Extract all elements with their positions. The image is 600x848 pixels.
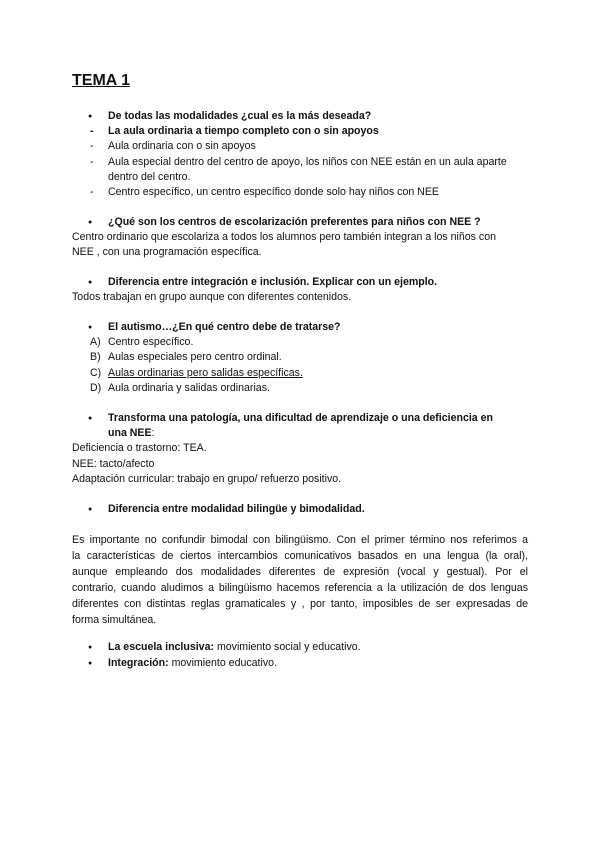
- paragraph-line-4: contrario, cuando aludimos a bilingüismo hacemos referencia a la utilización de dos lenguas: [72, 582, 528, 594]
- dash-item-2-text: Aula ordinaria con o sin apoyos: [108, 140, 256, 152]
- paragraph-line-5: diferentes con distintas reglas gramaticales y , por tanto, imposibles de ser expresadas de: [72, 598, 528, 610]
- paragraph-line-3: aunque empleando dos modalidades diferentes de expresión (vocal y gestual). Por el: [72, 566, 528, 578]
- answer-2-line-1: Centro ordinario que escolariza a todos los alumnos pero también integran a los niños con: [72, 231, 496, 243]
- bimodal-paragraph: [72, 532, 528, 628]
- dash-item-3-text: Aula especial dentro del centro de apoyo, los niños con NEE están en un aula aparte: [108, 156, 507, 168]
- option-b-text: Aulas especiales pero centro ordinal.: [108, 351, 282, 363]
- question-4-text: El autismo…¿En qué centro debe de tratarse?: [108, 321, 341, 333]
- page-title: TEMA 1: [72, 72, 131, 89]
- question-5-continuation: una NEE:: [108, 427, 155, 439]
- question-1-text: De todas las modalidades ¿cual es la más deseada?: [108, 110, 372, 122]
- answer-2-line-2: NEE , con una programación específica.: [72, 246, 262, 258]
- dash-item-4-text: Centro específico, un centro específico donde solo hay niños con NEE: [108, 186, 439, 198]
- dash-item-3-continuation: dentro del centro.: [108, 171, 191, 183]
- paragraph-line-6: forma simultánea.: [72, 614, 157, 626]
- question-2-text: ¿Qué son los centros de escolarización preferentes para niños con NEE ?: [108, 216, 481, 228]
- question-3-text: Diferencia entre integración e inclusión. Explicar con un ejemplo.: [108, 276, 438, 288]
- answer-5-line-2: NEE: tacto/afecto: [72, 458, 155, 470]
- question-6-text: Diferencia entre modalidad bilingüe y bimodalidad.: [108, 503, 365, 515]
- paragraph-line-1: Es importante no confundir bimodal con bilingüismo. Con el primer término nos referimos a: [72, 534, 528, 546]
- option-a-text: Centro específico.: [108, 336, 194, 348]
- answer-5-line-1: Deficiencia o trastorno: TEA.: [72, 442, 207, 454]
- question-5-text: Transforma una patología, una dificultad de aprendizaje o una deficiencia en: [108, 412, 493, 424]
- dash-item-1-text: La aula ordinaria a tiempo completo con o sin apoyos: [108, 125, 379, 137]
- answer-5-line-3: Adaptación curricular: trabajo en grupo/ refuerzo positivo.: [72, 473, 342, 485]
- paragraph-line-2: la características de ciertos intercambios comunicativos basados en una lengua (la oral),: [72, 550, 528, 562]
- answer-3: Todos trabajan en grupo aunque con diferentes contenidos.: [72, 291, 352, 303]
- option-c-text: Aulas ordinarias pero salidas específicas.: [108, 367, 303, 379]
- option-d-text: Aula ordinaria y salidas ordinarias.: [108, 382, 270, 394]
